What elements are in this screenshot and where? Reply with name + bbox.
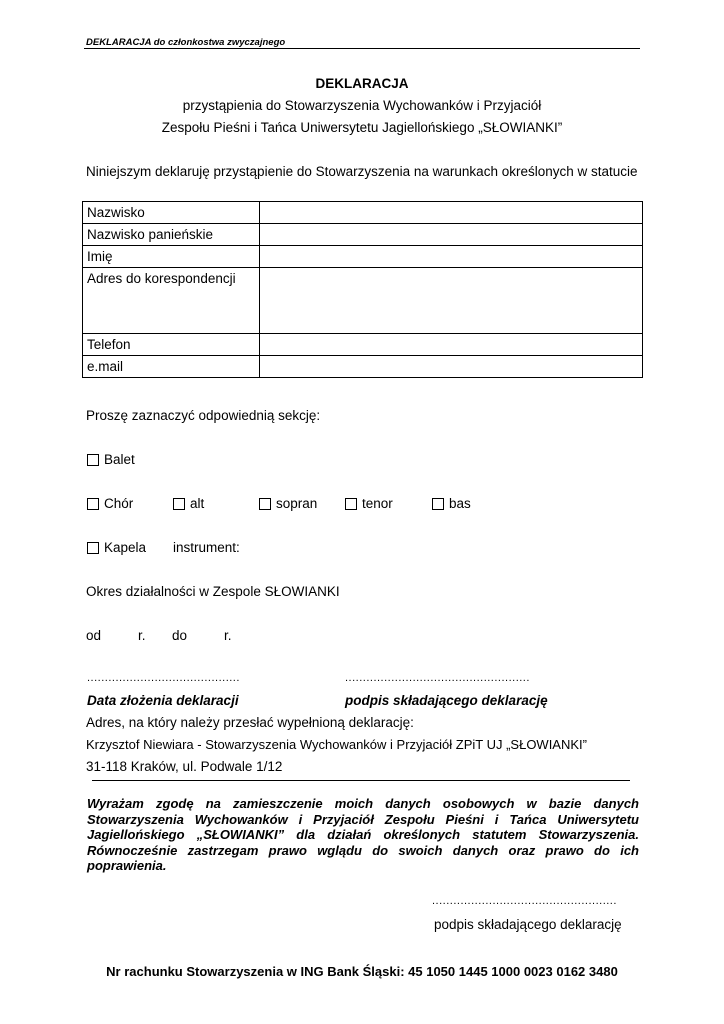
option-choir[interactable] (87, 496, 133, 511)
document-title: DEKLARACJA (315, 76, 409, 91)
option-bas[interactable] (432, 496, 471, 511)
label-phone: Telefon (87, 337, 131, 352)
signature-label: podpis składającego deklarację (345, 693, 548, 708)
address-field[interactable] (260, 268, 643, 334)
phone-field[interactable] (260, 334, 643, 356)
maiden-name-field[interactable] (260, 224, 643, 246)
surname-field[interactable] (260, 202, 643, 224)
header-rule (84, 48, 640, 49)
document-subtitle-line-1: przystąpienia do Stowarzyszenia Wychowanków i Przyjaciół (182, 98, 542, 113)
final-signature-label: podpis składającego deklarację (434, 917, 622, 932)
address-intro: Adres, na który należy przesłać wypełnioną deklarację: (86, 715, 414, 730)
section-prompt: Proszę zaznaczyć odpowiednią sekcję: (86, 408, 321, 423)
bas-checkbox[interactable] (432, 498, 444, 510)
period-label: Okres działalności w Zespole SŁOWIANKI (86, 584, 340, 599)
document-subtitle-line-2: Zespołu Pieśni i Tańca Uniwersytetu Jagiellońskiego „SŁOWIANKI” (161, 120, 563, 135)
bank-account: Nr rachunku Stowarzyszenia w ING Bank Śląski: 45 1050 1445 1000 0023 0162 3480 (106, 964, 618, 979)
first-name-field[interactable] (260, 246, 643, 268)
final-signature-line: .................................................... (432, 895, 617, 907)
sopran-label: sopran (276, 496, 318, 511)
table-row (83, 356, 643, 378)
applicant-signature-line: .................................................... (345, 672, 530, 684)
option-kapela[interactable] (87, 540, 146, 555)
page-header: DEKLARACJA do członkostwa zwyczajnego (86, 37, 286, 48)
table-row (83, 246, 643, 268)
email-field[interactable] (260, 356, 643, 378)
option-balet[interactable] (87, 452, 135, 467)
alt-label: alt (190, 496, 205, 511)
kapela-label: Kapela (104, 540, 147, 555)
address-name: Krzysztof Niewiara - Stowarzyszenia Wychowanków i Przyjaciół ZPiT UJ „SŁOWIANKI” (86, 737, 587, 752)
bas-label: bas (449, 496, 471, 511)
address-street: 31-118 Kraków, ul. Podwale 1/12 (86, 759, 283, 774)
choir-label: Chór (104, 496, 134, 511)
instrument-label: instrument: (173, 540, 240, 555)
tenor-checkbox[interactable] (345, 498, 357, 510)
period-to-label: do (172, 628, 188, 643)
date-label: Data złożenia deklaracji (87, 693, 239, 708)
option-sopran[interactable] (259, 496, 317, 511)
consent-text: Wyrażam zgodę na zamieszczenie moich danych osobowych w bazie danych Stowarzyszenia Wychowanków i Przyjaciół Zespołu Pieśni i Tańca Uniwersytetu Jagiellońskiego „SŁOWIANKI” dla działań określonych statutem Stowarzyszenia. Równocześnie zastrzegam prawo wglądu do swoich danych oraz prawo do ich poprawienia. (87, 796, 639, 873)
period-from-label: od (86, 628, 102, 643)
option-alt[interactable] (173, 496, 204, 511)
sopran-checkbox[interactable] (259, 498, 271, 510)
balet-checkbox[interactable] (87, 454, 99, 466)
label-first-name: Imię (87, 249, 113, 264)
label-address: Adres do korespondencji (87, 271, 236, 286)
choir-checkbox[interactable] (87, 498, 99, 510)
period-to-year-suffix: r. (224, 628, 232, 643)
section-divider (92, 780, 630, 781)
table-row (83, 334, 643, 356)
personal-data-table (82, 201, 643, 378)
tenor-label: tenor (362, 496, 393, 511)
kapela-checkbox[interactable] (87, 542, 99, 554)
alt-checkbox[interactable] (173, 498, 185, 510)
label-surname: Nazwisko (87, 205, 145, 220)
option-tenor[interactable] (345, 496, 393, 511)
balet-label: Balet (104, 452, 135, 467)
table-row (83, 224, 643, 246)
declaration-text: Niniejszym deklaruję przystąpienie do Stowarzyszenia na warunkach określonych w statucie (86, 164, 638, 179)
period-from-year-suffix: r. (138, 628, 146, 643)
date-signature-line: ........................................... (87, 672, 240, 684)
table-row (83, 268, 643, 334)
table-row (83, 202, 643, 224)
label-maiden-name: Nazwisko panieńskie (87, 227, 214, 242)
label-email: e.mail (87, 359, 124, 374)
